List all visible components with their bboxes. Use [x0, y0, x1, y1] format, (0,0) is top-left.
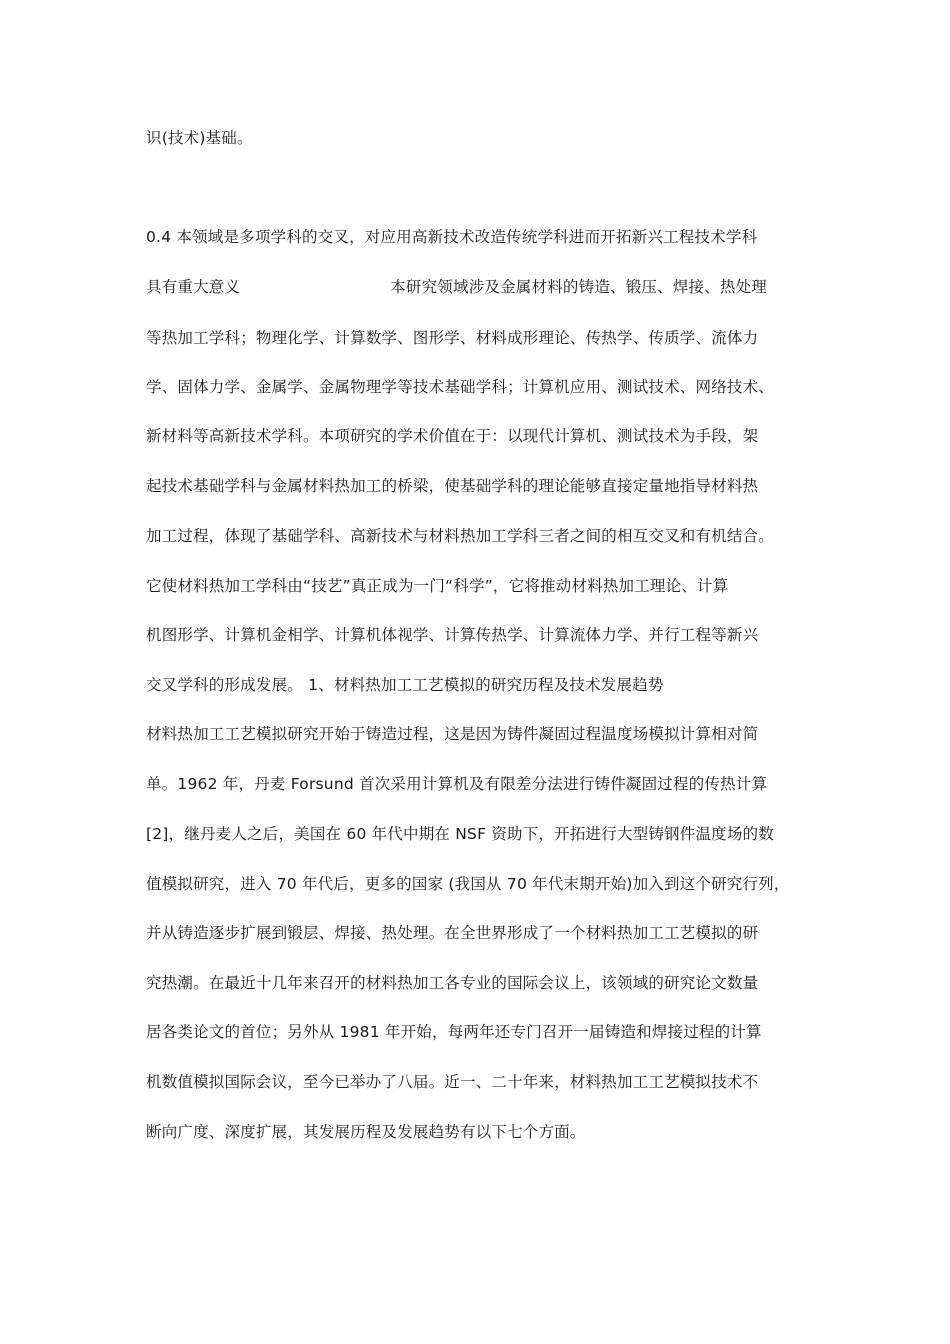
- text-line-19: 机数值模拟国际会议，至今已举办了八届。近一、二十年来，材料热加工工艺模拟技术不: [146, 1073, 759, 1091]
- text-line-8: 加工过程，体现了基础学科、高新技术与材料热加工学科三者之间的相互交叉和有机结合。: [146, 527, 775, 545]
- text-line-4: 等热加工学科；物理化学、计算数学、图形学、材料成形理论、传热学、传质学、流体力: [146, 329, 759, 347]
- text-line-17: 究热潮。在最近十几年来召开的材料热加工各专业的国际会议上，该领域的研究论文数量: [146, 974, 759, 992]
- text-line-20: 断向广度、深度扩展，其发展历程及发展趋势有以下七个方面。: [146, 1123, 586, 1141]
- text-line-12: 材料热加工工艺模拟研究开始于铸造过程，这是因为铸件凝固过程温度场模拟计算相对简: [146, 725, 759, 743]
- text-line-11: 交叉学科的形成发展。 1、材料热加工工艺模拟的研究历程及技术发展趋势: [146, 676, 664, 694]
- text-line-3-left: 具有重大意义: [146, 278, 241, 296]
- text-line-6: 新材料等高新技术学科。本项研究的学术价值在于：以现代计算机、测试技术为手段，架: [146, 427, 759, 445]
- text-line-10: 机图形学、计算机金相学、计算机体视学、计算传热学、计算流体力学、并行工程等新兴: [146, 626, 759, 644]
- text-line-3-right: 本研究领域涉及金属材料的铸造、锻压、焊接、热处理: [390, 278, 768, 296]
- text-line-14: [2]，继丹麦人之后，美国在 60 年代中期在 NSF 资助下，开拓进行大型铸钢件温度场的数: [146, 825, 774, 843]
- text-line-3: [146, 276, 767, 298]
- text-line-1: 识(技术)基础。: [146, 129, 253, 147]
- text-line-9: 它使材料热加工学科由“技艺”真正成为一门“科学”，它将推动材料热加工理论、计算: [146, 577, 729, 595]
- text-line-18: 居各类论文的首位；另外从 1981 年开始，每两年还专门召开一届铸造和焊接过程的计算: [146, 1023, 762, 1041]
- text-line-5: 学、固体力学、金属学、金属物理学等技术基础学科；计算机应用、测试技术、网络技术、: [146, 378, 775, 396]
- text-line-15: 值模拟研究，进入 70 年代后，更多的国家 (我国从 70 年代末期开始)加入到这个研究行列，: [146, 875, 790, 893]
- text-line-16: 并从铸造逐步扩展到锻层、焊接、热处理。在全世界形成了一个材料热加工工艺模拟的研: [146, 924, 759, 942]
- text-line-7: 起技术基础学科与金属材料热加工的桥梁，使基础学科的理论能够直接定量地指导材料热: [146, 477, 759, 495]
- text-line-13: 单。1962 年，丹麦 Forsund 首次采用计算机及有限差分法进行铸件凝固过程的传热计算: [146, 775, 768, 793]
- text-line-2: 0.4 本领域是多项学科的交叉，对应用高新技术改造传统学科进而开拓新兴工程技术学科: [146, 228, 758, 246]
